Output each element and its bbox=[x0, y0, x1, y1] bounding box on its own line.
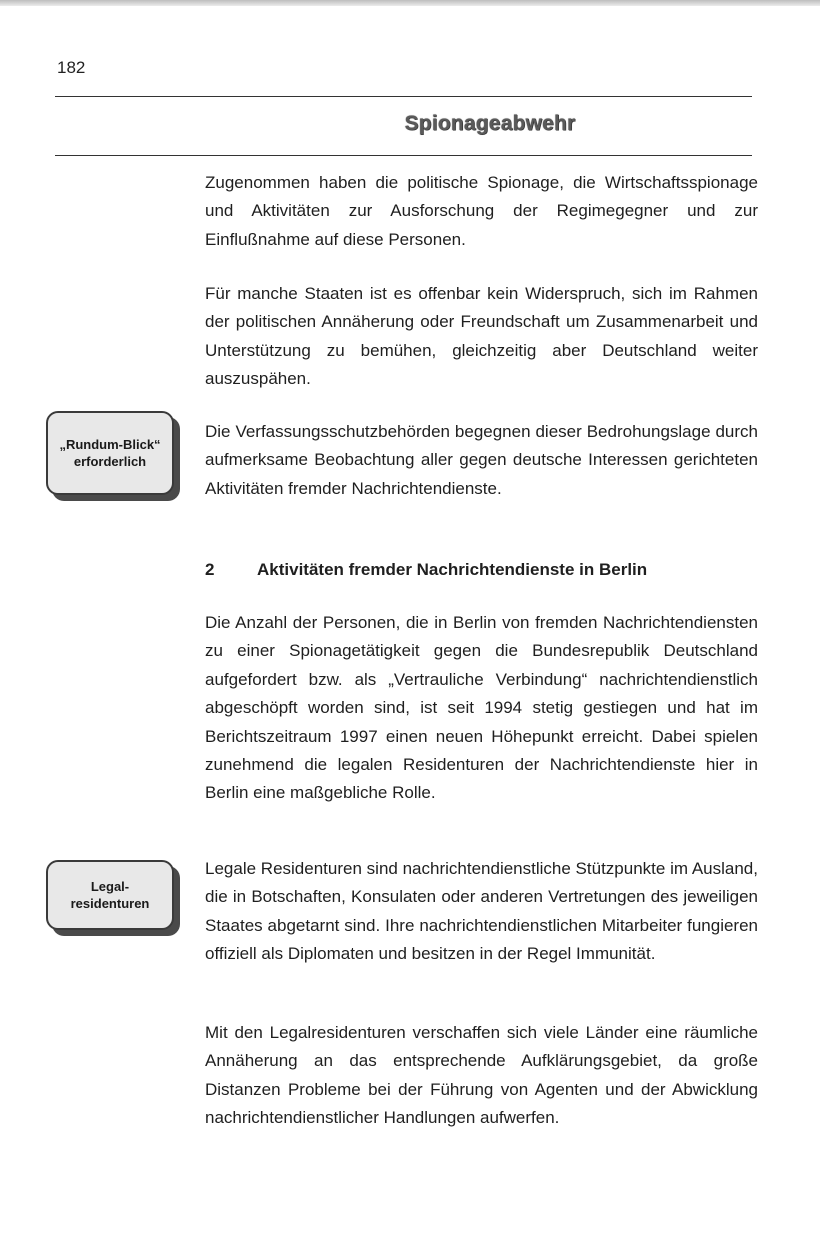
section-heading-title: Aktivitäten fremder Nachrichtendienste in Berlin bbox=[257, 560, 648, 579]
paragraph-espionage-increase: Zugenommen haben die politische Spionage, die Wirtschaftsspionage und Aktivitäten zur Ausforschung der Regimegegner und zur Einflußnahme auf diese Personen. bbox=[205, 173, 758, 249]
section-heading-number: 2 bbox=[205, 560, 215, 579]
header-rule-top bbox=[55, 96, 752, 97]
margin-note-rundum-blick-text: „Rundum-Blick“ erforderlich bbox=[59, 437, 161, 469]
section-title: Spionageabwehr bbox=[404, 112, 576, 135]
paragraph-protection-authorities: Die Verfassungsschutzbehörden begegnen dieser Bedrohungslage durch aufmerksame Beobachtung aller gegen deutsche Interessen gerichteten Aktivitäten fremder Nachrichtendienste. bbox=[205, 422, 758, 498]
margin-note-legalresidenturen-text: Legal-residenturen bbox=[70, 879, 150, 911]
paragraph-number-of-persons: Die Anzahl der Personen, die in Berlin von fremden Nachrichtendiensten zu einer Spionagetätigkeit gegen die Bundesrepublik Deutschland aufgefordert bzw. als „Vertrauliche Verbindung“ nachrichtendienstlich abgeschöpft worden sind, ist seit 1994 stetig gestiegen und hat im Berichtszeitraum 1997 einen neuen Höhepunkt erreicht. Dabei spielen zunehmend die legalen Residenturen der Nachrichtendienste hier in Berlin eine maßgebliche Rolle. bbox=[205, 613, 758, 803]
page-top-edge bbox=[0, 0, 820, 6]
paragraph-states-cooperation: Für manche Staaten ist es offenbar kein Widerspruch, sich im Rahmen der politischen Annäherung oder Freundschaft um Zusammenarbeit und Unterstützung zu bemühen, gleichzeitig aber Deutschland weiter auszuspähen. bbox=[205, 284, 758, 389]
paragraph-legal-residencies: Legale Residenturen sind nachrichtendienstliche Stützpunkte im Ausland, die in Botschaften, Konsulaten oder anderen Vertretungen des jeweiligen Staates abgetarnt sind. Ihre nachrichtendienstlichen Mitarbeiter fungieren offiziell als Diplomaten und besitzen in der Regel Immunität. bbox=[205, 859, 758, 964]
section-heading bbox=[205, 556, 758, 584]
margin-note-rundum-blick bbox=[46, 411, 174, 495]
paragraph-legalresidenturen-benefit: Mit den Legalresidenturen verschaffen sich viele Länder eine räumliche Annäherung an das entsprechende Aufklärungsgebiet, da große Distanzen Probleme bei der Führung von Agenten und der Abwicklung nachrichtendienstlicher Handlungen aufwerfen. bbox=[205, 1023, 758, 1128]
page-number: 182 bbox=[57, 58, 86, 77]
header-rule-bottom bbox=[55, 155, 752, 156]
margin-note-legalresidenturen bbox=[46, 860, 174, 930]
